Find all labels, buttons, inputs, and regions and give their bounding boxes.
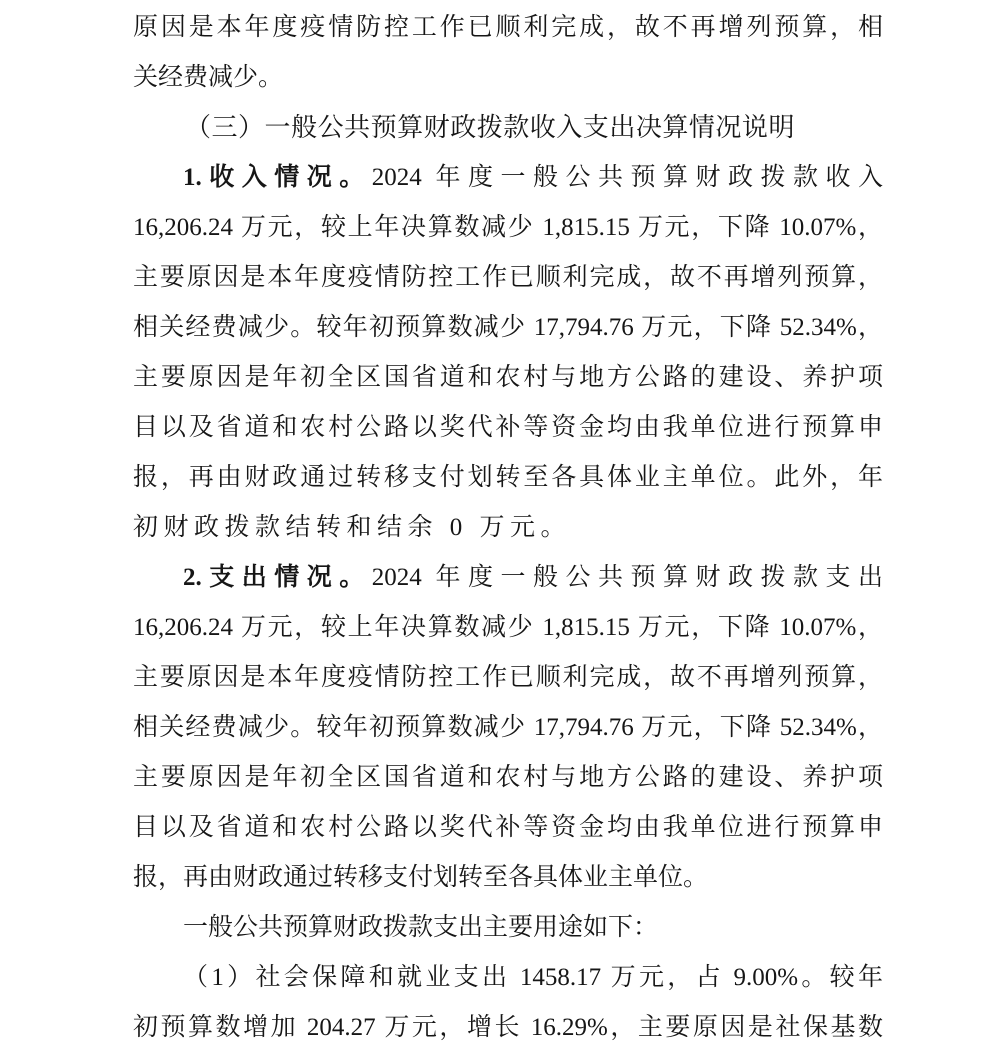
text-line — [133, 553, 883, 603]
text-segment: 16,206.24 万元，较上年决算数减少 1,815.15 万元，下降 10.07%， — [133, 214, 883, 241]
text-line — [133, 203, 883, 253]
section-heading — [133, 103, 883, 153]
text-line — [133, 403, 883, 453]
text-segment: 目以及省道和农村公路以奖代补等资金均由我单位进行预算申 — [133, 814, 883, 841]
text-segment: 相关经费减少。较年初预算数减少 17,794.76 万元，下降 52.34%， — [133, 314, 883, 341]
text-line — [133, 903, 883, 953]
text-line — [133, 603, 883, 653]
text-segment: 2024 年度一般公共预算财政拨款收入 — [371, 164, 883, 191]
text-segment: 报，再由财政通过转移支付划转至各具体业主单位。此外，年 — [133, 464, 883, 491]
text-line — [133, 753, 883, 803]
text-segment: 初财政拨款结转和结余 0 万元。 — [133, 514, 572, 541]
text-segment: 主要原因是年初全区国省道和农村与地方公路的建设、养护项 — [133, 364, 883, 391]
text-segment: （1）社会保障和就业支出 1458.17 万元，占 9.00%。较年 — [183, 964, 883, 991]
text-line — [133, 153, 883, 203]
text-line — [133, 653, 883, 703]
text-segment: 16,206.24 万元，较上年决算数减少 1,815.15 万元，下降 10.07%， — [133, 614, 883, 641]
text-segment: 原因是本年度疫情防控工作已顺利完成，故不再增列预算，相 — [133, 14, 883, 41]
text-line — [133, 303, 883, 353]
text-line — [133, 953, 883, 1003]
text-segment: 关经费减少。 — [133, 64, 284, 91]
text-line — [133, 453, 883, 503]
text-segment: 主要原因是本年度疫情防控工作已顺利完成，故不再增列预算， — [133, 264, 883, 291]
text-segment: 主要原因是本年度疫情防控工作已顺利完成，故不再增列预算， — [133, 664, 883, 691]
text-line — [133, 1003, 883, 1053]
text-segment: 2024 年度一般公共预算财政拨款支出 — [371, 564, 883, 591]
text-segment: 报，再由财政通过转移支付划转至各具体业主单位。 — [133, 864, 709, 891]
text-line — [133, 253, 883, 303]
text-segment: 一般公共预算财政拨款支出主要用途如下： — [183, 914, 659, 941]
text-segment-bold: 1.收入情况。 — [183, 164, 372, 191]
text-segment: 目以及省道和农村公路以奖代补等资金均由我单位进行预算申 — [133, 414, 883, 441]
text-line — [133, 3, 883, 53]
text-segment: 初预算数增加 204.27 万元，增长 16.29%，主要原因是社保基数 — [133, 1014, 883, 1041]
text-segment: 主要原因是年初全区国省道和农村与地方公路的建设、养护项 — [133, 764, 883, 791]
document-body — [133, 3, 883, 1053]
text-line — [133, 803, 883, 853]
text-line — [133, 503, 883, 553]
text-line — [133, 353, 883, 403]
text-segment: 相关经费减少。较年初预算数减少 17,794.76 万元，下降 52.34%， — [133, 714, 883, 741]
text-segment: （三）一般公共预算财政拨款收入支出决算情况说明 — [185, 113, 795, 142]
text-line — [133, 53, 883, 103]
text-line — [133, 703, 883, 753]
text-segment-bold: 2.支出情况。 — [183, 564, 372, 591]
text-line — [133, 853, 883, 903]
